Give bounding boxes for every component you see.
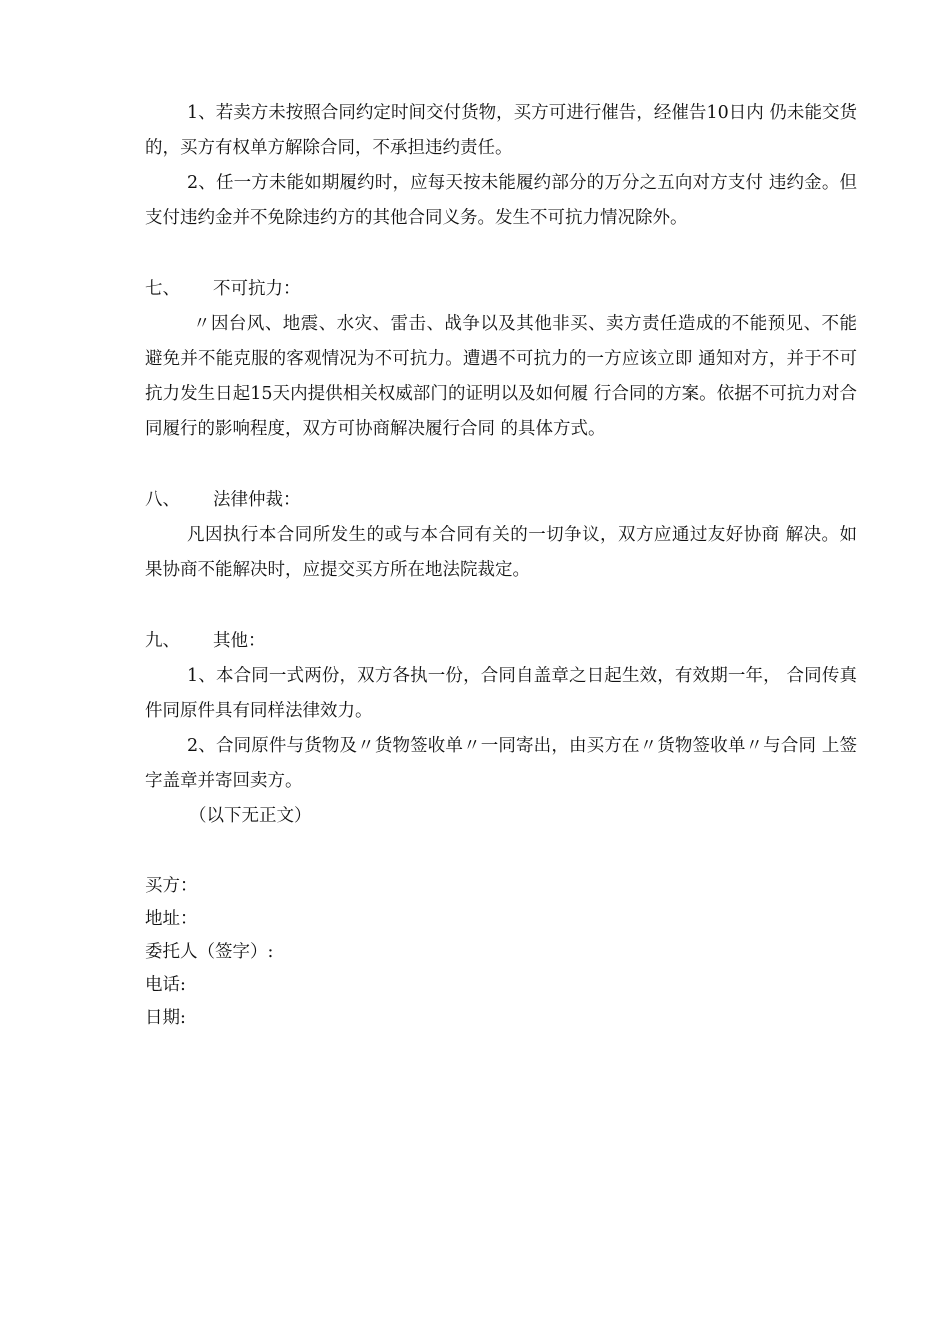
section-heading-force-majeure	[145, 272, 857, 307]
arbitration-body: 凡因执行本合同所发生的或与本合同有关的一切争议，双方应通过友好协商 解决。如果协商不能解决时，应提交买方所在地法院裁定。	[145, 525, 857, 580]
no-further-text-note: （以下无正文）	[189, 806, 312, 826]
section-title: 其他：	[213, 631, 266, 651]
section-number: 九、	[145, 631, 180, 651]
section-title: 不可抗力：	[213, 279, 301, 299]
penalty-clause-2: 2、任一方未能如期履约时，应每天按未能履约部分的万分之五向对方支付 违约金。但支付违约金并不免除违约方的其他合同义务。发生不可抗力情况除外。	[145, 173, 857, 228]
force-majeure-body: 〃因台风、地震、水灾、雷击、战争以及其他非买、卖方责任造成的不能预见、不能避免并不能克服的客观情况为不可抗力。遭遇不可抗力的一方应该立即 通知对方，并于不可抗力发生日起15天内提供相关权威部门的证明以及如何履 行合同的方案。依据不可抗力对合同履行的影响程度，双方可协商解决履行合同 的具体方式。	[145, 314, 857, 439]
buyer-label: 买方：	[145, 876, 198, 896]
contract-page	[145, 96, 857, 1035]
section-title: 法律仲裁：	[213, 490, 301, 510]
section-number: 七、	[145, 279, 180, 299]
spacer	[145, 447, 857, 483]
spacer	[145, 588, 857, 624]
section-heading-others	[145, 624, 857, 659]
spacer	[145, 834, 857, 870]
address-label: 地址：	[145, 909, 198, 929]
agent-signature-label: 委托人（签字）:	[145, 942, 274, 962]
phone-label: 电话:	[145, 975, 186, 995]
date-label: 日期:	[145, 1008, 186, 1028]
section-number: 八、	[145, 490, 180, 510]
others-clause-1: 1、本合同一式两份，双方各执一份，合同自盖章之日起生效，有效期一年， 合同传真件同原件具有同样法律效力。	[145, 666, 857, 721]
penalty-clause-1: 1、若卖方未按照合同约定时间交付货物，买方可进行催告，经催告10日内 仍未能交货的，买方有权单方解除合同，不承担违约责任。	[145, 103, 857, 158]
others-clause-2: 2、合同原件与货物及〃货物签收单〃一同寄出，由买方在〃货物签收单〃与合同 上签字盖章并寄回卖方。	[145, 736, 857, 791]
section-heading-arbitration	[145, 483, 857, 518]
spacer	[145, 236, 857, 272]
